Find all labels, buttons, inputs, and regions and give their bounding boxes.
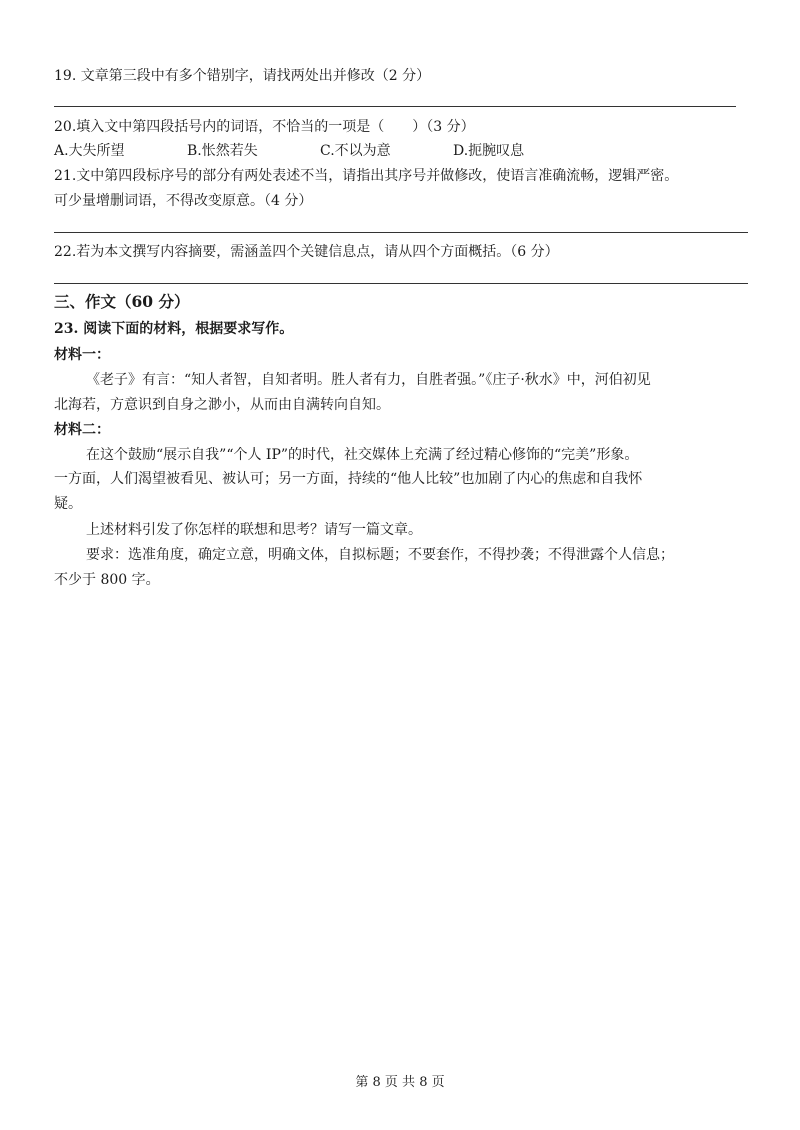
option-a: A.大失所望 <box>54 143 125 159</box>
material-1-line-1: 《老子》有言：“知人者智，自知者明。胜人者有力，自胜者强。”《庄子·秋水》中，河伯初见 <box>86 372 651 388</box>
material-2-label: 材料二： <box>54 422 110 438</box>
question-19: 19. 文章第三段中有多个错别字，请找两处出并修改（2 分） <box>54 68 431 84</box>
question-22: 22.若为本文撰写内容摘要，需涵盖四个关键信息点，请从四个方面概括。（6 分） <box>54 244 559 260</box>
option-d: D.扼腕叹息 <box>453 143 525 159</box>
answer-line-21 <box>54 232 748 233</box>
material-1-label: 材料一： <box>54 347 110 363</box>
question-21-line-1: 21.文中第四段标序号的部分有两处表述不当，请指出其序号并做修改，使语言准确流畅，逻辑严密。 <box>54 168 679 184</box>
answer-line-19 <box>54 106 736 107</box>
question-23: 23. 阅读下面的材料，根据要求写作。 <box>54 321 294 337</box>
page-footer: 第 8 页 共 8 页 <box>355 1075 445 1090</box>
material-2-line-2: 一方面，人们渴望被看见、被认可；另一方面，持续的“他人比较”也加剧了内心的焦虑和自我怀 <box>54 471 643 487</box>
question-20-options <box>54 141 750 161</box>
question-21-line-2: 可少量增删词语，不得改变原意。（4 分） <box>54 193 313 209</box>
option-c: C.不以为意 <box>320 143 391 159</box>
requirements-line-2: 不少于 800 字。 <box>54 572 160 588</box>
option-b: B.怅然若失 <box>187 143 258 159</box>
requirements-line-1: 要求：选准角度，确定立意，明确文体，自拟标题；不要套作，不得抄袭；不得泄露个人信息； <box>86 547 674 563</box>
material-2-line-3: 疑。 <box>54 496 82 512</box>
section-title: 三、作文（60 分） <box>54 292 190 311</box>
essay-prompt: 上述材料引发了你怎样的联想和思考？请写一篇文章。 <box>86 522 422 538</box>
material-1-line-2: 北海若，方意识到自身之渺小，从而由自满转向自知。 <box>54 397 390 413</box>
material-2-line-1: 在这个鼓励“展示自我”“个人 IP”的时代，社交媒体上充满了经过精心修饰的“完美”形象。 <box>86 447 639 463</box>
answer-line-22 <box>54 283 748 284</box>
question-20: 20.填入文中第四段括号内的词语，不恰当的一项是（ ）（3 分） <box>54 119 475 135</box>
